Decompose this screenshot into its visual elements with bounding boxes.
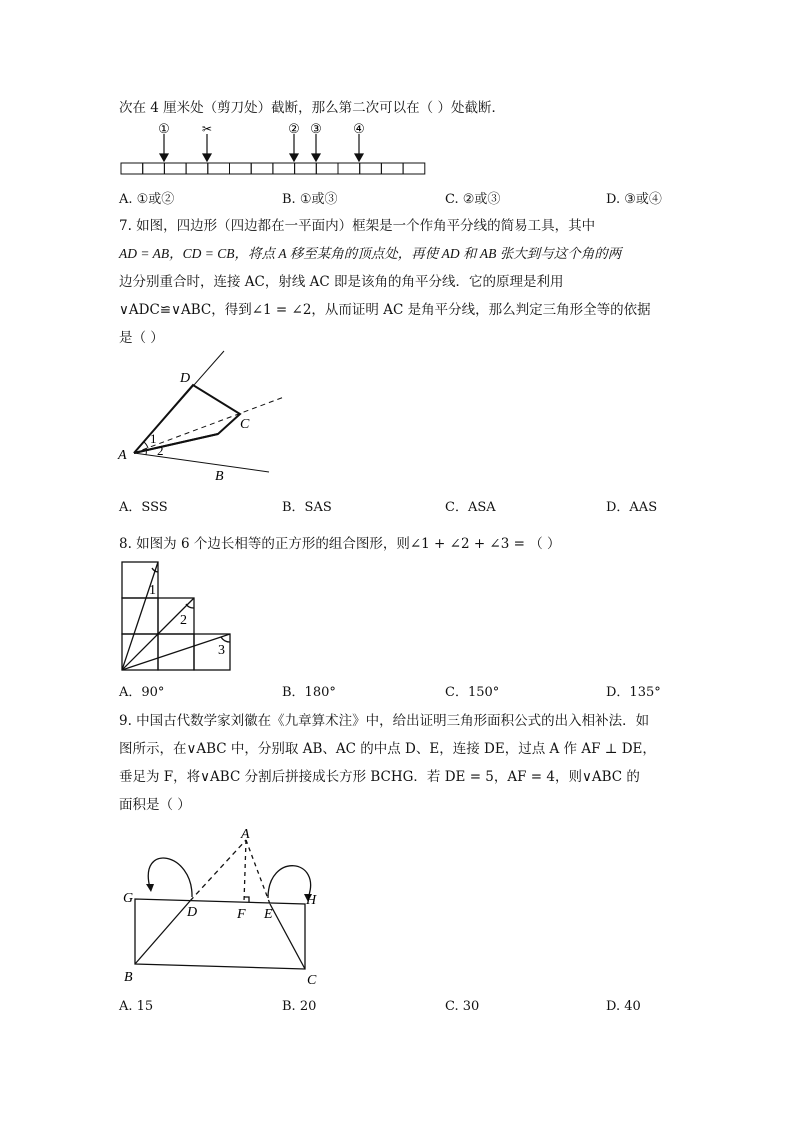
q6-stem: 次在 4 厘米处（剪刀处）截断，那么第二次可以在（ ）处截断． bbox=[119, 100, 505, 116]
q7-option-c[interactable]: C．ASA bbox=[445, 500, 496, 515]
ruler-mark-1: ① bbox=[158, 121, 170, 136]
ruler-cell bbox=[273, 163, 295, 174]
q9-option-b[interactable]: B. 20 bbox=[282, 999, 317, 1014]
q7-label-c: C bbox=[240, 417, 250, 432]
ruler-cell bbox=[295, 163, 317, 174]
ruler-cell bbox=[360, 163, 382, 174]
q7-label-d: D bbox=[180, 371, 191, 386]
q9-line-4: 面积是（ ） bbox=[119, 797, 191, 813]
q7-label-a: A bbox=[118, 448, 127, 463]
ruler-cell bbox=[381, 163, 403, 174]
q7-option-a[interactable]: A．SSS bbox=[119, 500, 168, 515]
q6-option-b[interactable]: B. ①或③ bbox=[282, 192, 338, 207]
q9-label-g: G bbox=[123, 891, 134, 906]
ruler-cell bbox=[251, 163, 273, 174]
q9-line-3: 垂足为 F，将∨ABC 分割后拼接成长方形 BCHG．若 DE = 5，AF = 4，则∨ABC 的 bbox=[119, 769, 640, 785]
q9-label-c: C bbox=[307, 973, 317, 988]
q7-label-b: B bbox=[215, 469, 224, 484]
q9-line-2: 图所示，在∨ABC 中，分别取 AB、AC 的中点 D、E，连接 DE，过点 A 作 AF ⊥ DE， bbox=[119, 741, 656, 757]
q6-ruler-figure bbox=[118, 120, 428, 180]
q8-angle-1: 1 bbox=[149, 583, 156, 598]
ruler-cell bbox=[121, 163, 143, 174]
ruler-cells bbox=[121, 163, 425, 174]
ruler-cell bbox=[316, 163, 338, 174]
ruler-cell bbox=[143, 163, 165, 174]
ruler-cell bbox=[230, 163, 252, 174]
q9-line-1: 9. 中国古代数学家刘徽在《九章算术注》中，给出证明三角形面积公式的出入相补法．如 bbox=[119, 713, 650, 729]
q9-label-d: D bbox=[187, 905, 198, 920]
ruler-mark-4: ④ bbox=[353, 121, 365, 136]
q9-label-b: B bbox=[124, 970, 133, 985]
q8-squares-figure bbox=[118, 558, 238, 674]
q7-line-3: 边分别重合时，连接 AC，射线 AC 即是该角的角平分线．它的原理是利用 bbox=[119, 274, 564, 290]
scissors-icon: ✂ bbox=[201, 122, 213, 136]
ruler-mark-3: ③ bbox=[310, 121, 322, 136]
q9-option-a[interactable]: A. 15 bbox=[119, 999, 154, 1014]
q9-option-d[interactable]: D. 40 bbox=[606, 999, 641, 1014]
q7-option-b[interactable]: B．SAS bbox=[282, 500, 332, 515]
q9-label-a: A bbox=[241, 827, 250, 842]
q8-option-a[interactable]: A．90° bbox=[119, 685, 165, 700]
q6-option-c[interactable]: C. ②或③ bbox=[445, 192, 501, 207]
q9-label-f: F bbox=[237, 907, 246, 922]
q7-quadrilateral-figure bbox=[112, 345, 292, 490]
q8-stem: 8. 如图为 6 个边长相等的正方形的组合图形，则∠1 + ∠2 + ∠3 = （ ） bbox=[119, 536, 561, 552]
q6-option-a[interactable]: A. ①或② bbox=[119, 192, 175, 207]
q8-option-d[interactable]: D．135° bbox=[606, 685, 661, 700]
q7-line-4: ∨ADC≌∨ABC，得到∠1 = ∠2，从而证明 AC 是角平分线，那么判定三角形全等的依据 bbox=[119, 302, 651, 318]
q6-option-d[interactable]: D. ③或④ bbox=[606, 192, 662, 207]
q8-option-b[interactable]: B．180° bbox=[282, 685, 336, 700]
ruler-cell bbox=[208, 163, 230, 174]
ruler-cell bbox=[338, 163, 360, 174]
q7-option-d[interactable]: D．AAS bbox=[606, 500, 658, 515]
q7-label-2: 2 bbox=[157, 443, 164, 458]
q7-label-1: 1 bbox=[150, 431, 157, 446]
q8-option-c[interactable]: C．150° bbox=[445, 685, 500, 700]
q7-line-1: 7. 如图，四边形（四边都在一平面内）框架是一个作角平分线的简易工具，其中 bbox=[119, 218, 596, 234]
q9-triangle-figure bbox=[118, 818, 333, 990]
q8-angle-3: 3 bbox=[218, 643, 225, 658]
ruler-mark-2: ② bbox=[288, 121, 300, 136]
q7-line-5: 是（ ） bbox=[119, 330, 164, 346]
q9-label-h: H bbox=[306, 893, 317, 908]
q9-label-e: E bbox=[264, 907, 273, 922]
q7-line-2: AD = AB，CD = CB，将点 A 移至某角的顶点处，再使 AD 和 AB 张大到与这个角的两 bbox=[119, 246, 622, 261]
ruler-cell bbox=[164, 163, 186, 174]
q8-angle-2: 2 bbox=[180, 613, 187, 628]
ruler-cell bbox=[403, 163, 425, 174]
q9-option-c[interactable]: C. 30 bbox=[445, 999, 480, 1014]
ruler-cell bbox=[186, 163, 208, 174]
